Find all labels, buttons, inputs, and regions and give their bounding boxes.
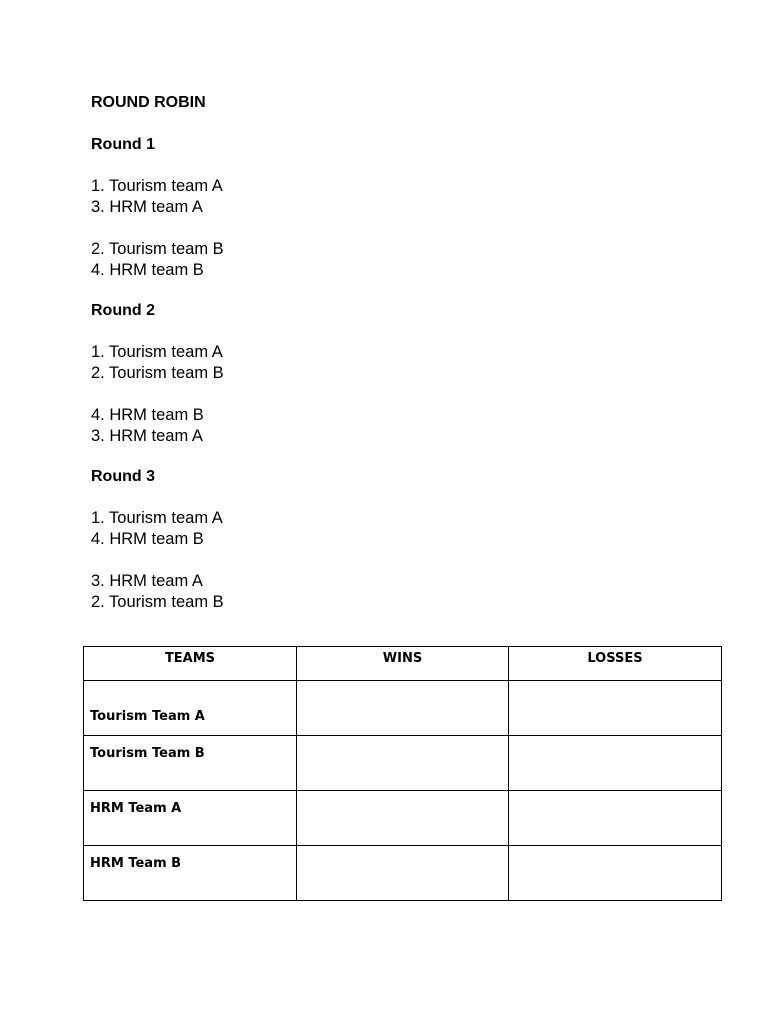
losses-cell[interactable] [509, 736, 722, 791]
team-line: 4. HRM team B [91, 261, 204, 279]
round-1-section [91, 135, 491, 281]
match-pairing [91, 571, 491, 613]
column-header-teams: TEAMS [84, 647, 297, 681]
round-3-section [91, 467, 491, 613]
wins-cell[interactable] [297, 681, 509, 736]
round-heading: Round 2 [91, 302, 155, 319]
team-line: 2. Tourism team B [91, 593, 224, 611]
round-heading: Round 3 [91, 468, 155, 485]
round-2-section [91, 301, 491, 447]
table-row [84, 791, 722, 846]
team-line: 1. Tourism team A [91, 509, 223, 527]
match-pairing [91, 405, 491, 447]
team-line: 2. Tourism team B [91, 364, 224, 382]
column-header-wins: WINS [297, 647, 509, 681]
wins-cell[interactable] [297, 791, 509, 846]
team-name-cell: HRM Team B [84, 846, 297, 901]
losses-cell[interactable] [509, 681, 722, 736]
team-line: 4. HRM team B [91, 406, 204, 424]
column-header-losses: LOSSES [509, 647, 722, 681]
table-row [84, 681, 722, 736]
round-heading: Round 1 [91, 136, 155, 153]
standings-table [83, 646, 722, 901]
table-row [84, 736, 722, 791]
wins-cell[interactable] [297, 846, 509, 901]
wins-cell[interactable] [297, 736, 509, 791]
losses-cell[interactable] [509, 791, 722, 846]
team-line: 4. HRM team B [91, 530, 204, 548]
team-line: 1. Tourism team A [91, 177, 223, 195]
match-pairing [91, 176, 491, 218]
team-line: 3. HRM team A [91, 572, 203, 590]
team-line: 3. HRM team A [91, 427, 203, 445]
table-header-row [84, 647, 722, 681]
team-name-cell: HRM Team A [84, 791, 297, 846]
document-title: ROUND ROBIN [91, 94, 206, 111]
losses-cell[interactable] [509, 846, 722, 901]
match-pairing [91, 342, 491, 384]
team-line: 2. Tourism team B [91, 240, 224, 258]
team-name-cell: Tourism Team A [84, 681, 297, 736]
team-line: 3. HRM team A [91, 198, 203, 216]
match-pairing [91, 508, 491, 550]
match-pairing [91, 239, 491, 281]
team-name-cell: Tourism Team B [84, 736, 297, 791]
table-row [84, 846, 722, 901]
team-line: 1. Tourism team A [91, 343, 223, 361]
